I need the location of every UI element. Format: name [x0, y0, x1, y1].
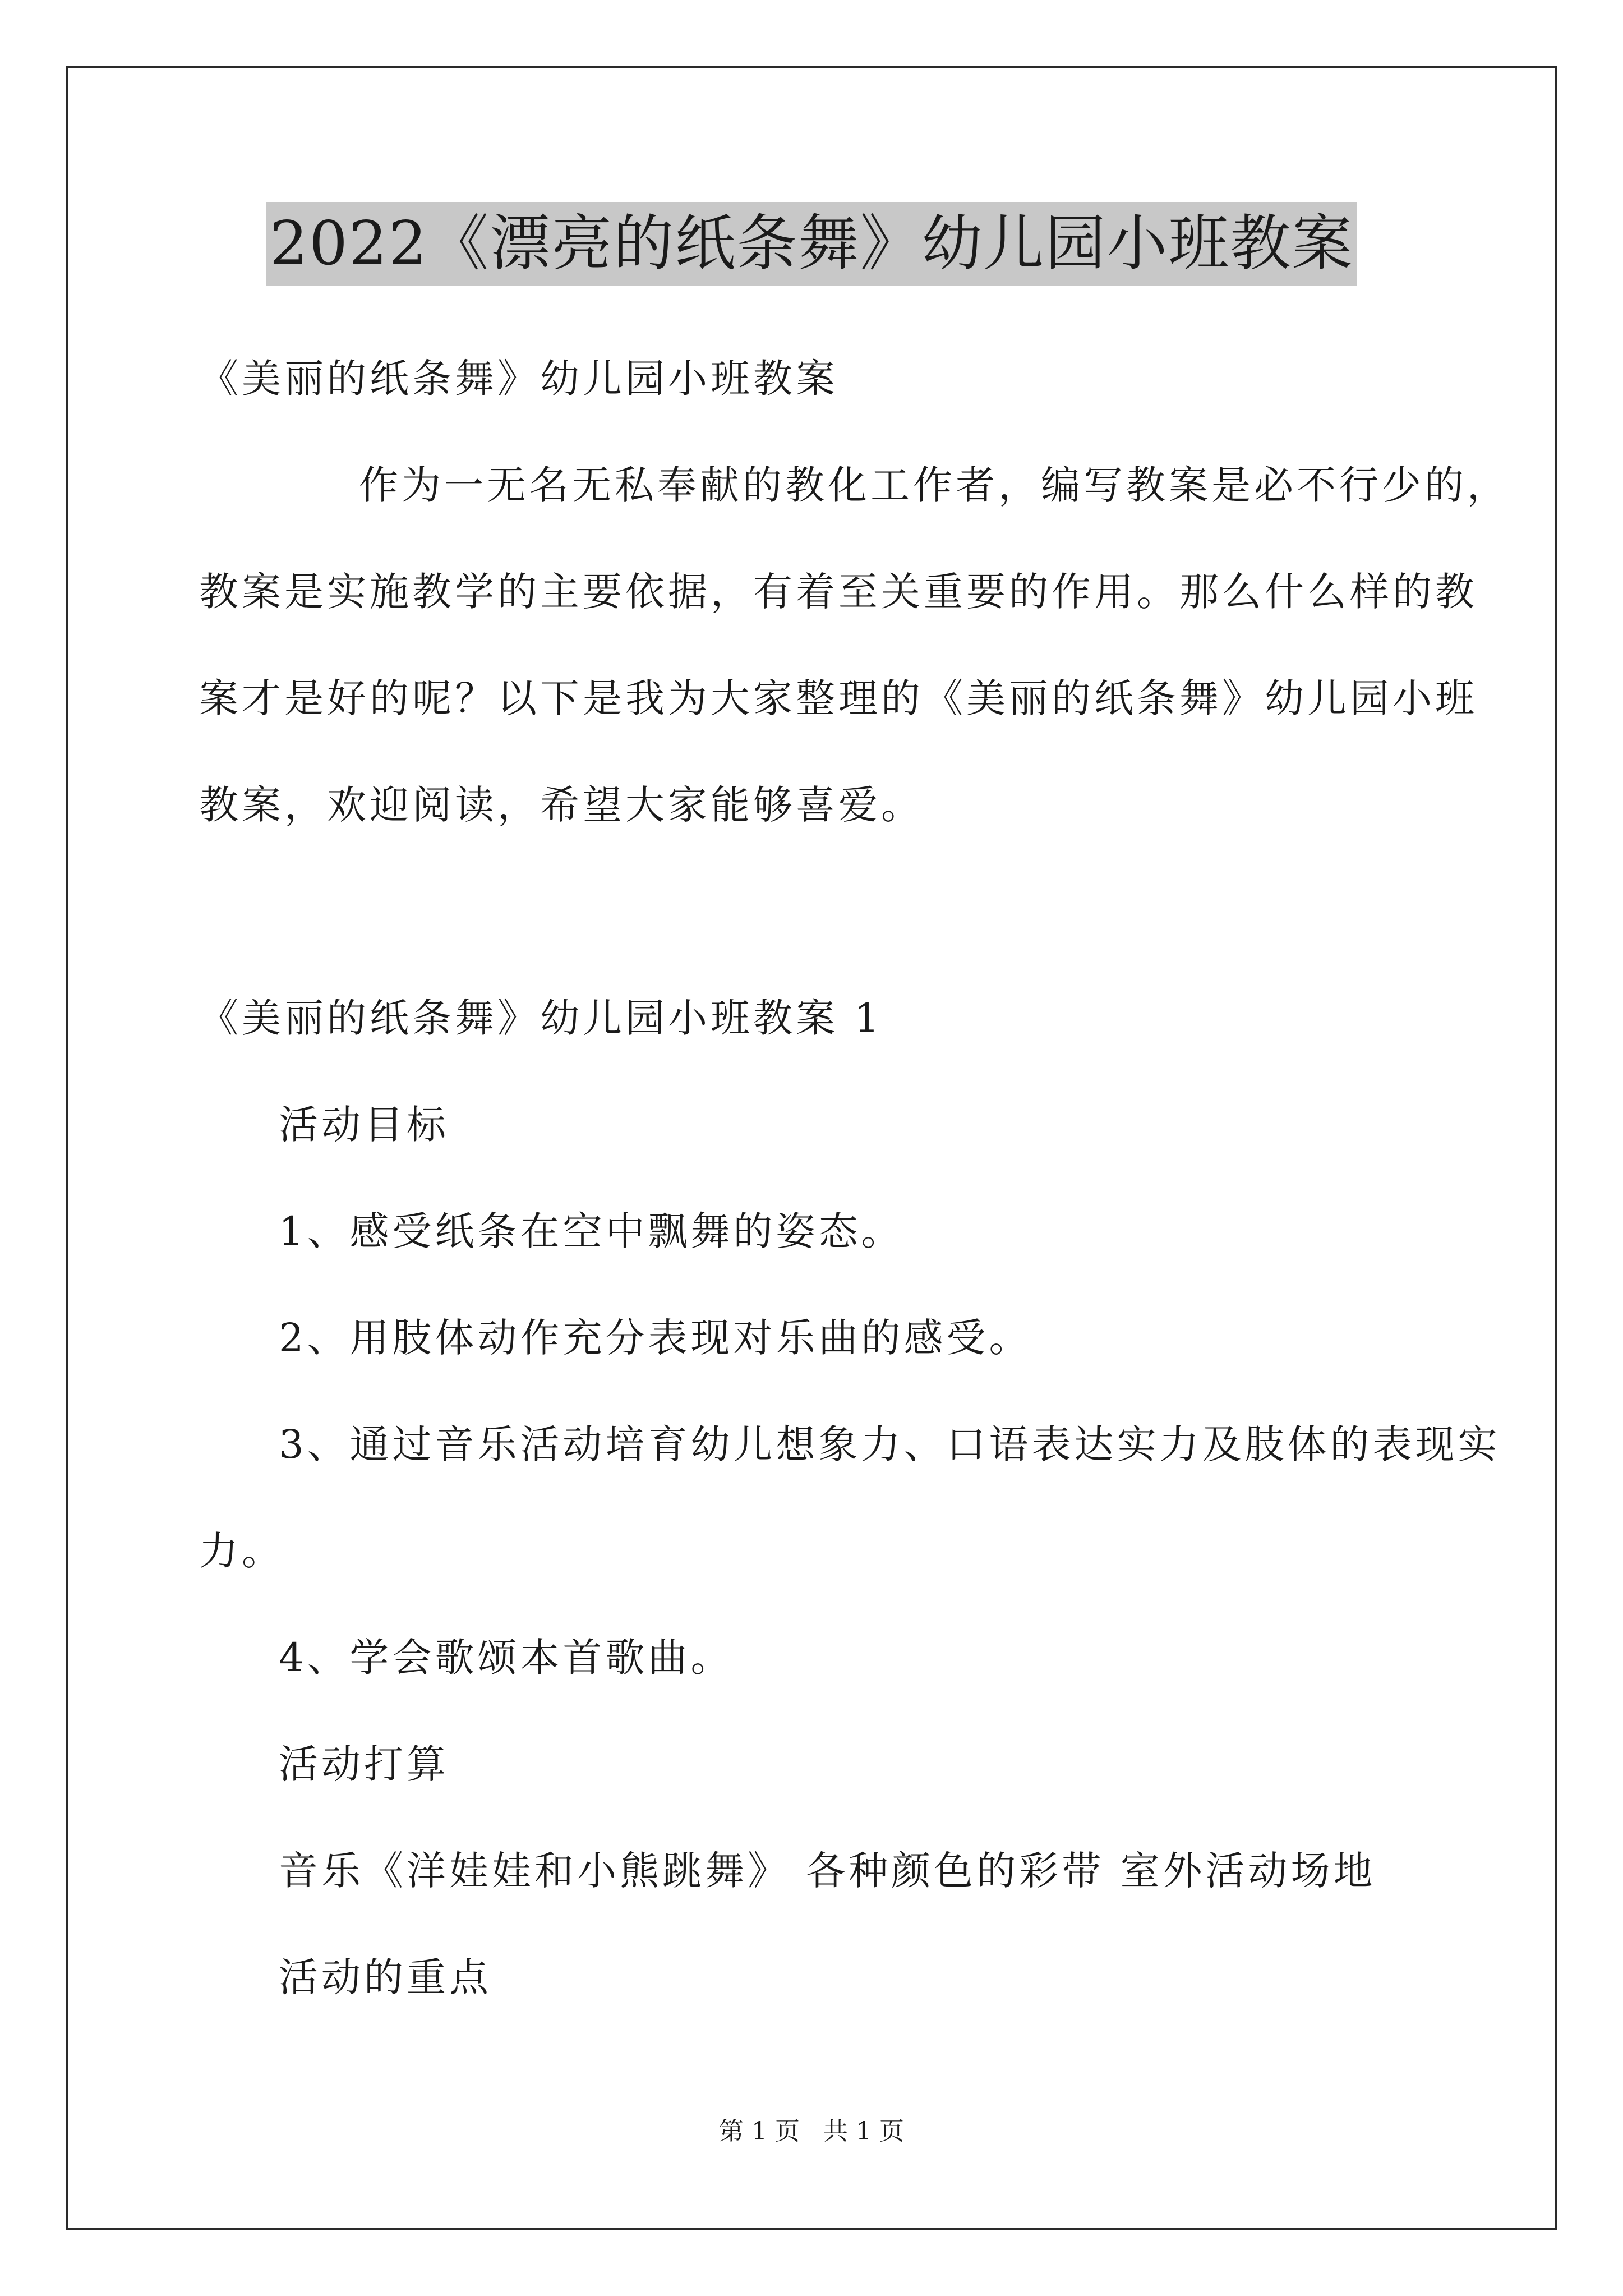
goals-heading: 活动目标 [279, 1102, 449, 1148]
page-footer: 第 1 页 共 1 页 [719, 2117, 904, 2146]
prep-heading: 活动打算 [279, 1741, 449, 1787]
goal-item-4: 4、学会歌颂本首歌曲。 [279, 1635, 734, 1681]
document-title: 2022《漂亮的纸条舞》幼儿园小班教案 [266, 202, 1357, 286]
goal-item-3-continued: 力。 [199, 1528, 284, 1574]
goal-item-3: 3、通过音乐活动培育幼儿想象力、口语表达实力及肢体的表现实 [279, 1421, 1501, 1467]
title-container [0, 202, 1623, 286]
section-heading: 《美丽的纸条舞》幼儿园小班教案 1 [199, 995, 883, 1041]
focus-heading: 活动的重点 [279, 1954, 492, 2000]
intro-line-4: 教案，欢迎阅读，希望大家能够喜爱。 [199, 782, 924, 828]
goal-item-1: 1、感受纸条在空中飘舞的姿态。 [279, 1208, 904, 1254]
goal-item-2: 2、用肢体动作充分表现对乐曲的感受。 [279, 1315, 1032, 1361]
document-subtitle: 《美丽的纸条舞》幼儿园小班教案 [199, 356, 838, 402]
prep-text: 音乐《洋娃娃和小熊跳舞》 各种颜色的彩带 室外活动场地 [279, 1848, 1376, 1894]
intro-line-3: 案才是好的呢？以下是我为大家整理的《美丽的纸条舞》幼儿园小班 [199, 675, 1478, 721]
intro-line-2: 教案是实施教学的主要依据，有着至关重要的作用。那么什么样的教 [199, 569, 1478, 615]
intro-line-1: 作为一无名无私奉献的教化工作者，编写教案是必不行少的， [359, 462, 1510, 508]
